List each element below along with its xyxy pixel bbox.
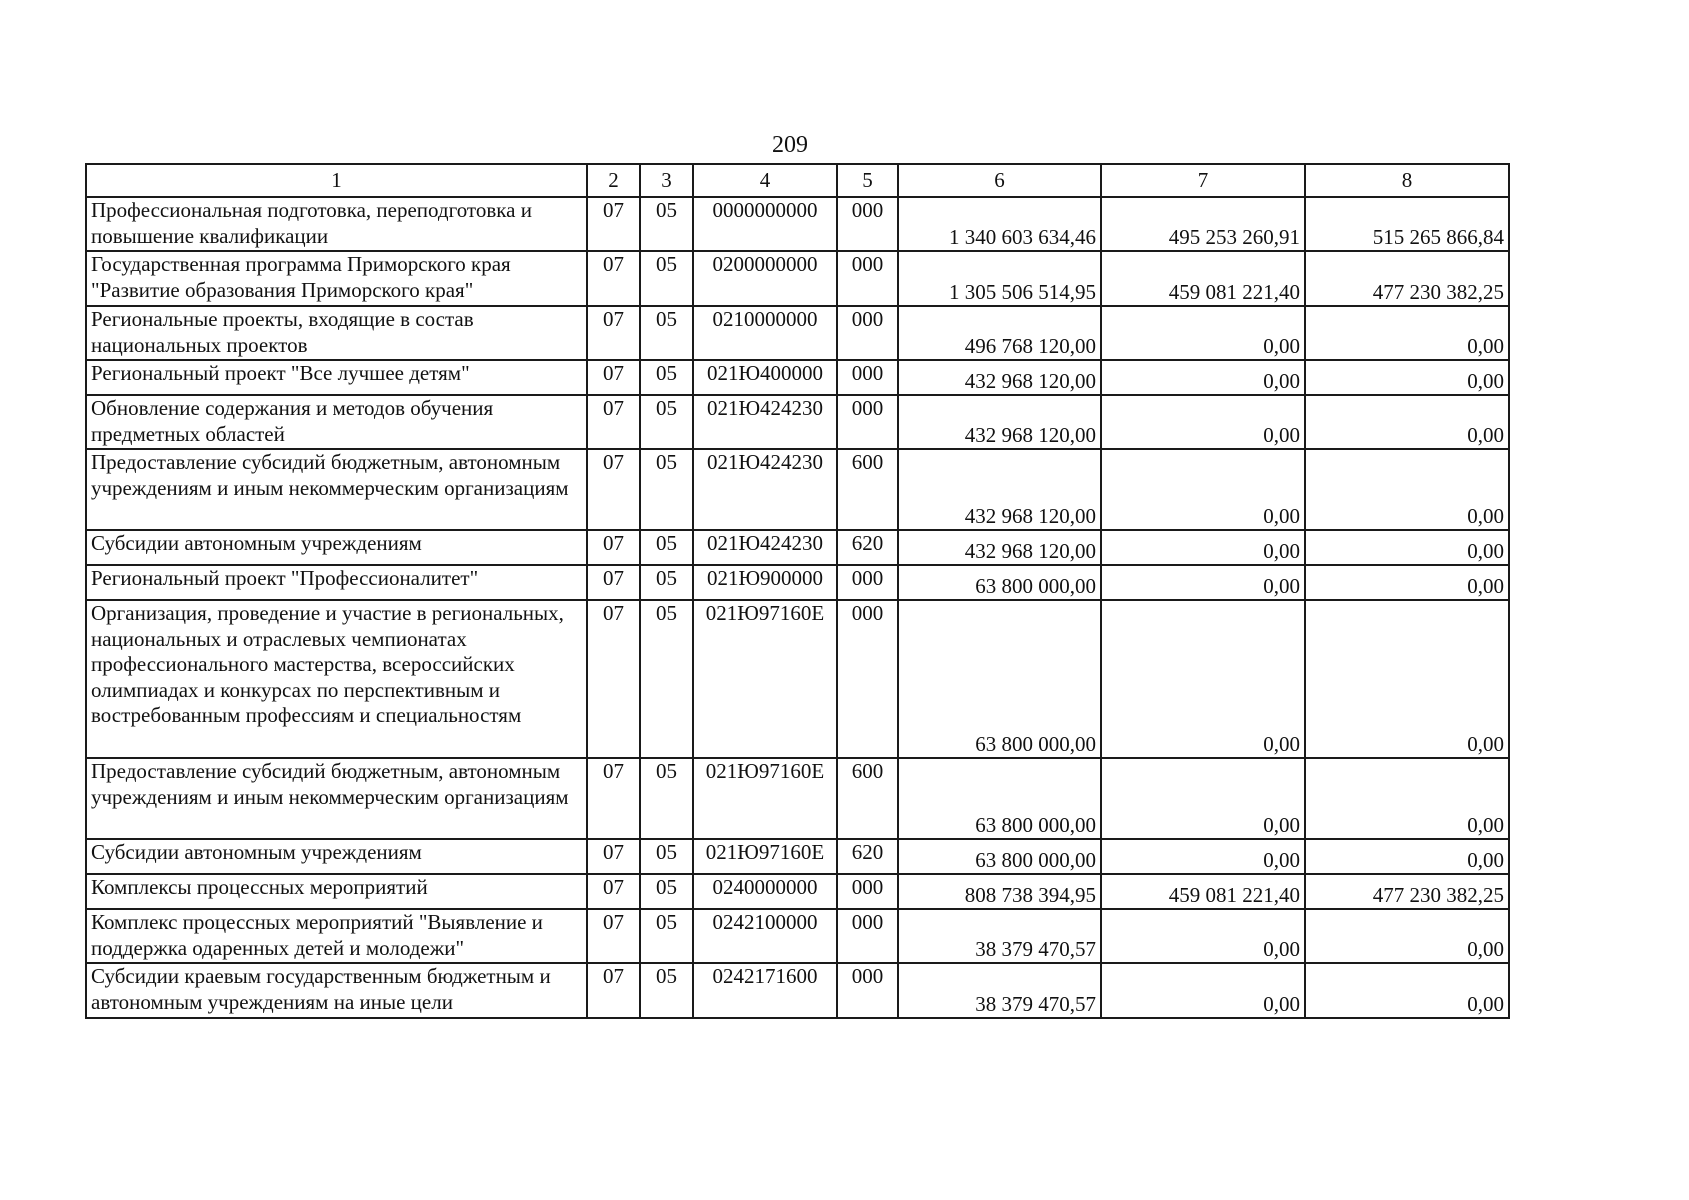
column-header: 5 (837, 164, 898, 197)
code-cell-col3: 05 (640, 395, 693, 449)
code-cell-col2: 07 (587, 600, 640, 758)
amount-cell-col7: 0,00 (1101, 306, 1305, 360)
page-number: 209 (772, 132, 808, 158)
amount-cell-col7: 0,00 (1101, 758, 1305, 839)
row-name-cell: Государственная программа Приморского края "Развитие образования Приморского края" (86, 251, 587, 306)
amount-cell-col8: 0,00 (1305, 758, 1509, 839)
amount-cell-col8: 0,00 (1305, 909, 1509, 963)
code-cell-col2: 07 (587, 251, 640, 306)
row-name-cell: Субсидии автономным учреждениям (86, 839, 587, 874)
row-name-cell: Предоставление субсидий бюджетным, автономным учреждениям и иным некоммерческим организациям (86, 449, 587, 530)
column-header: 8 (1305, 164, 1509, 197)
table-row (86, 909, 1509, 963)
row-name-cell: Обновление содержания и методов обучения предметных областей (86, 395, 587, 449)
amount-cell-col7: 0,00 (1101, 909, 1305, 963)
code-cell-col5: 000 (837, 963, 898, 1018)
code-cell-col5: 620 (837, 839, 898, 874)
code-cell-col4: 021Ю424230 (693, 449, 837, 530)
amount-cell-col8: 477 230 382,25 (1305, 874, 1509, 909)
column-header: 3 (640, 164, 693, 197)
code-cell-col2: 07 (587, 306, 640, 360)
code-cell-col2: 07 (587, 197, 640, 251)
table-row (86, 600, 1509, 758)
row-name-cell: Предоставление субсидий бюджетным, автономным учреждениям и иным некоммерческим организациям (86, 758, 587, 839)
amount-cell-col7: 0,00 (1101, 963, 1305, 1018)
table-row (86, 963, 1509, 1018)
amount-cell-col8: 0,00 (1305, 530, 1509, 565)
code-cell-col5: 000 (837, 600, 898, 758)
code-cell-col4: 0240000000 (693, 874, 837, 909)
amount-cell-col6: 432 968 120,00 (898, 530, 1101, 565)
code-cell-col3: 05 (640, 530, 693, 565)
table-row (86, 306, 1509, 360)
table-row (86, 874, 1509, 909)
amount-cell-col6: 432 968 120,00 (898, 360, 1101, 395)
amount-cell-col8: 515 265 866,84 (1305, 197, 1509, 251)
code-cell-col2: 07 (587, 874, 640, 909)
code-cell-col4: 0242100000 (693, 909, 837, 963)
amount-cell-col6: 1 340 603 634,46 (898, 197, 1101, 251)
table-header-row (86, 164, 1509, 197)
code-cell-col2: 07 (587, 530, 640, 565)
code-cell-col3: 05 (640, 449, 693, 530)
amount-cell-col6: 63 800 000,00 (898, 565, 1101, 600)
amount-cell-col6: 38 379 470,57 (898, 963, 1101, 1018)
table-row (86, 758, 1509, 839)
amount-cell-col7: 0,00 (1101, 600, 1305, 758)
code-cell-col3: 05 (640, 874, 693, 909)
row-name-cell: Комплексы процессных мероприятий (86, 874, 587, 909)
row-name-cell: Субсидии краевым государственным бюджетным и автономным учреждениям на иные цели (86, 963, 587, 1018)
code-cell-col5: 000 (837, 360, 898, 395)
amount-cell-col8: 0,00 (1305, 449, 1509, 530)
code-cell-col3: 05 (640, 839, 693, 874)
code-cell-col2: 07 (587, 963, 640, 1018)
table-row (86, 449, 1509, 530)
code-cell-col5: 000 (837, 395, 898, 449)
code-cell-col5: 000 (837, 197, 898, 251)
table-row (86, 530, 1509, 565)
code-cell-col4: 021Ю424230 (693, 395, 837, 449)
amount-cell-col7: 0,00 (1101, 360, 1305, 395)
code-cell-col4: 021Ю97160Е (693, 839, 837, 874)
table-row (86, 395, 1509, 449)
code-cell-col5: 000 (837, 909, 898, 963)
row-name-cell: Организация, проведение и участие в региональных, национальных и отраслевых чемпионатах профессионального мастерства, всероссийских олимпиадах и конкурсах по перспективным и востребованным профессиям и специальностям (86, 600, 587, 758)
code-cell-col2: 07 (587, 839, 640, 874)
row-name-cell: Профессиональная подготовка, переподготовка и повышение квалификации (86, 197, 587, 251)
amount-cell-col6: 432 968 120,00 (898, 395, 1101, 449)
amount-cell-col7: 0,00 (1101, 449, 1305, 530)
code-cell-col3: 05 (640, 963, 693, 1018)
amount-cell-col8: 0,00 (1305, 600, 1509, 758)
amount-cell-col6: 38 379 470,57 (898, 909, 1101, 963)
amount-cell-col6: 496 768 120,00 (898, 306, 1101, 360)
row-name-cell: Комплекс процессных мероприятий "Выявление и поддержка одаренных детей и молодежи" (86, 909, 587, 963)
table-row (86, 565, 1509, 600)
code-cell-col3: 05 (640, 600, 693, 758)
table-body (86, 197, 1509, 1018)
amount-cell-col6: 1 305 506 514,95 (898, 251, 1101, 306)
code-cell-col4: 0000000000 (693, 197, 837, 251)
amount-cell-col6: 63 800 000,00 (898, 600, 1101, 758)
column-header: 2 (587, 164, 640, 197)
code-cell-col5: 600 (837, 758, 898, 839)
code-cell-col3: 05 (640, 360, 693, 395)
code-cell-col5: 000 (837, 565, 898, 600)
code-cell-col4: 021Ю424230 (693, 530, 837, 565)
code-cell-col3: 05 (640, 565, 693, 600)
amount-cell-col7: 0,00 (1101, 565, 1305, 600)
column-header: 7 (1101, 164, 1305, 197)
table-row (86, 360, 1509, 395)
code-cell-col2: 07 (587, 395, 640, 449)
table-row (86, 251, 1509, 306)
amount-cell-col8: 0,00 (1305, 565, 1509, 600)
column-header: 1 (86, 164, 587, 197)
code-cell-col4: 0200000000 (693, 251, 837, 306)
amount-cell-col8: 0,00 (1305, 839, 1509, 874)
amount-cell-col7: 0,00 (1101, 530, 1305, 565)
code-cell-col4: 0210000000 (693, 306, 837, 360)
amount-cell-col8: 0,00 (1305, 306, 1509, 360)
amount-cell-col7: 0,00 (1101, 395, 1305, 449)
amount-cell-col7: 459 081 221,40 (1101, 251, 1305, 306)
amount-cell-col7: 0,00 (1101, 839, 1305, 874)
amount-cell-col8: 0,00 (1305, 360, 1509, 395)
code-cell-col3: 05 (640, 909, 693, 963)
code-cell-col2: 07 (587, 360, 640, 395)
row-name-cell: Региональный проект "Профессионалитет" (86, 565, 587, 600)
amount-cell-col7: 495 253 260,91 (1101, 197, 1305, 251)
code-cell-col2: 07 (587, 758, 640, 839)
amount-cell-col8: 477 230 382,25 (1305, 251, 1509, 306)
row-name-cell: Региональный проект "Все лучшее детям" (86, 360, 587, 395)
code-cell-col4: 021Ю900000 (693, 565, 837, 600)
amount-cell-col6: 63 800 000,00 (898, 758, 1101, 839)
table-row (86, 197, 1509, 251)
amount-cell-col6: 808 738 394,95 (898, 874, 1101, 909)
code-cell-col4: 021Ю97160Е (693, 758, 837, 839)
code-cell-col2: 07 (587, 909, 640, 963)
code-cell-col3: 05 (640, 758, 693, 839)
amount-cell-col8: 0,00 (1305, 395, 1509, 449)
code-cell-col3: 05 (640, 251, 693, 306)
code-cell-col2: 07 (587, 565, 640, 600)
column-header: 4 (693, 164, 837, 197)
amount-cell-col6: 432 968 120,00 (898, 449, 1101, 530)
row-name-cell: Региональные проекты, входящие в состав национальных проектов (86, 306, 587, 360)
row-name-cell: Субсидии автономным учреждениям (86, 530, 587, 565)
code-cell-col5: 000 (837, 874, 898, 909)
amount-cell-col6: 63 800 000,00 (898, 839, 1101, 874)
column-header: 6 (898, 164, 1101, 197)
code-cell-col5: 600 (837, 449, 898, 530)
table-row (86, 839, 1509, 874)
code-cell-col3: 05 (640, 306, 693, 360)
code-cell-col5: 620 (837, 530, 898, 565)
amount-cell-col7: 459 081 221,40 (1101, 874, 1305, 909)
code-cell-col5: 000 (837, 251, 898, 306)
code-cell-col4: 021Ю97160Е (693, 600, 837, 758)
code-cell-col5: 000 (837, 306, 898, 360)
amount-cell-col8: 0,00 (1305, 963, 1509, 1018)
code-cell-col4: 021Ю400000 (693, 360, 837, 395)
code-cell-col3: 05 (640, 197, 693, 251)
budget-table (85, 163, 1510, 1019)
code-cell-col2: 07 (587, 449, 640, 530)
code-cell-col4: 0242171600 (693, 963, 837, 1018)
